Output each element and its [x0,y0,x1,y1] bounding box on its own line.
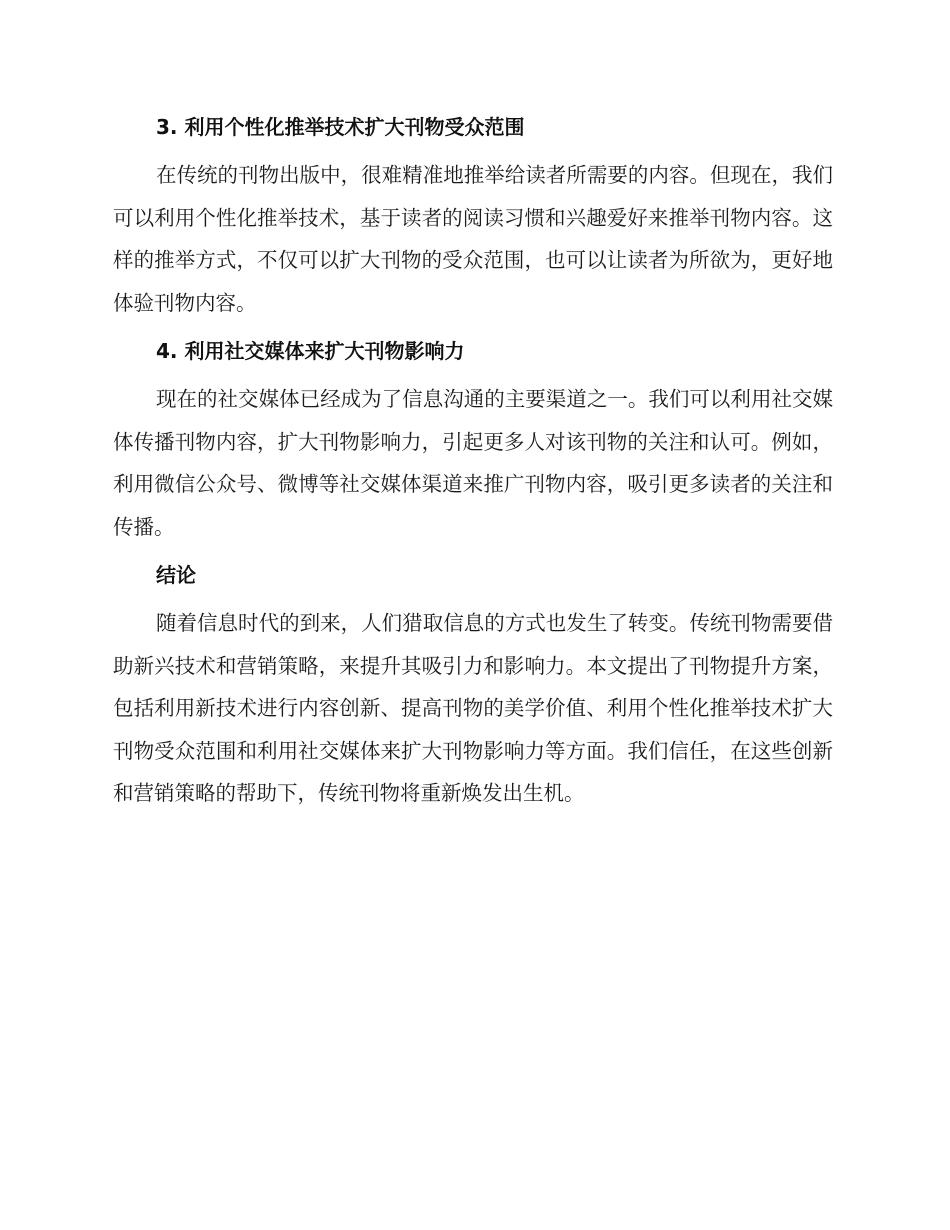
section-heading-social-media: 4. 利用社交媒体来扩大刊物影响力 [156,339,465,363]
section-paragraph-personalized-recommendation: 在传统的刊物出版中，很难精准地推举给读者所需要的内容。但现在，我们可以利用个性化推举技术，基于读者的阅读习惯和兴趣爱好来推举刊物内容。这样的推举方式，不仅可以扩大刊物的受众范围，也可以让读者为所欲为，更好地体验刊物内容。 [113,163,833,315]
section-heading-conclusion: 结论 [156,563,196,587]
section-paragraph-social-media: 现在的社交媒体已经成为了信息沟通的主要渠道之一。我们可以利用社交媒体传播刊物内容，扩大刊物影响力，引起更多人对该刊物的关注和认可。例如，利用微信公众号、微博等社交媒体渠道来推广刊物内容，吸引更多读者的关注和传播。 [113,387,833,539]
document-body [113,112,833,815]
section-paragraph-conclusion: 随着信息时代的到来，人们猎取信息的方式也发生了转变。传统刊物需要借助新兴技术和营销策略，来提升其吸引力和影响力。本文提出了刊物提升方案，包括利用新技术进行内容创新、提高刊物的美学价值、利用个性化推举技术扩大刊物受众范围和利用社交媒体来扩大刊物影响力等方面。我们信任，在这些创新和营销策略的帮助下，传统刊物将重新焕发出生机。 [113,611,833,805]
section-heading-personalized-recommendation: 3. 利用个性化推举技术扩大刊物受众范围 [156,115,525,139]
